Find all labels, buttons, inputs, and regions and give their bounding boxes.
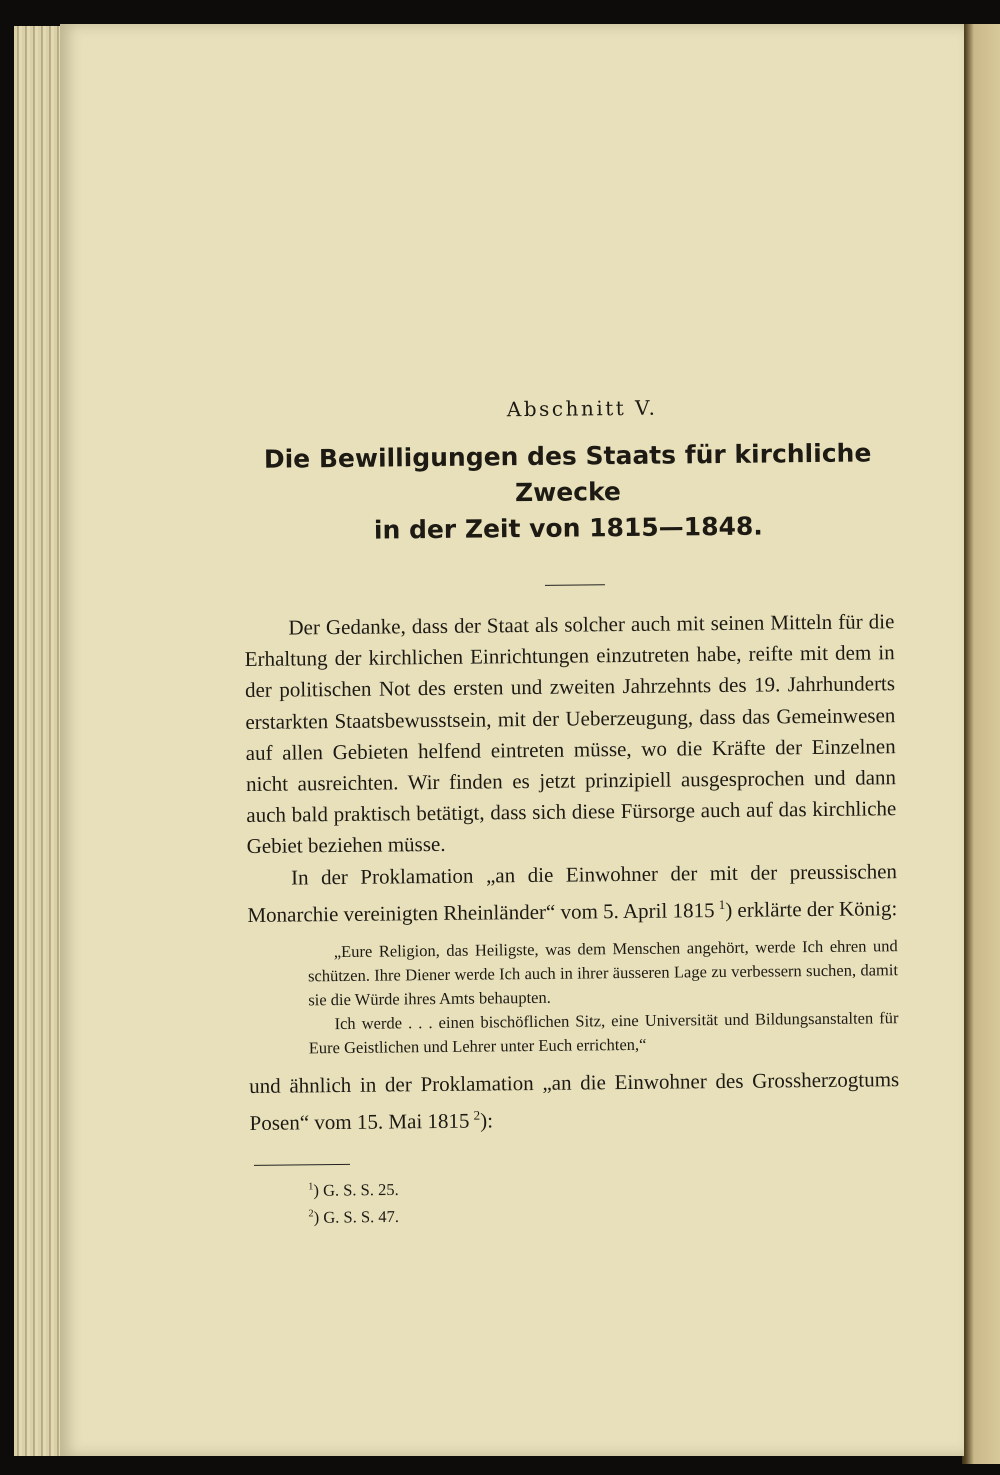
page-content <box>242 393 901 1229</box>
quote-paragraph-1: „Eure Religion, das Heiligste, was dem Menschen angehört, werde Ich ehren und schützen. Ihre Diener werde Ich auch in ihrer äusseren Lage zu verbessern suchen, damit sie die Würde ihres Amts behaupten. <box>307 936 899 1010</box>
footnote-mark-1: 1 <box>308 1181 314 1193</box>
paragraph-3 <box>249 1064 900 1139</box>
title-divider <box>545 584 605 586</box>
paragraph-1: Der Gedanke, dass der Staat als solcher auch mit seinen Mitteln für die Erhaltung der kirchlichen Einrichtungen einzutreten habe, reifte mit dem in der politischen Not des ersten und zweiten Jahrzehnts des 19. Jahrhunderts erstarkten Staatsbewusstsein, mit der Ueberzeugung, dass das Gemeinwesen auf allen Gebieten helfend eintreten müsse, wo die Kräfte der Einzelnen nicht ausreichten. Wir finden es jetzt prinzipiell ausgesprochen und dann auch bald praktisch betätigt, dass sich diese Fürsorge auch auf das kirchliche Gebiet beziehen müsse. <box>244 609 897 859</box>
title-line-1: Die Bewilligungen des Staats für kirchliche Zwecke <box>263 438 872 508</box>
title-line-2: in der Zeit von 1815—1848. <box>373 511 763 545</box>
chapter-title <box>242 435 893 550</box>
paragraph-3-tail: ): <box>480 1108 494 1133</box>
footnote-divider <box>254 1164 350 1166</box>
block-quote <box>308 934 899 1060</box>
footnote-text-1: ) G. S. S. 25. <box>313 1180 399 1201</box>
footnote-ref-1: 1 <box>718 896 726 912</box>
paragraph-2 <box>247 856 898 931</box>
paragraph-2-tail: ) erklärte der König: <box>725 895 898 922</box>
footnote-ref-2: 2 <box>473 1107 481 1123</box>
footnotes <box>250 1170 901 1230</box>
paragraph-2-text: In der Proklamation „an die Einwohner der mit der preussischen Monarchie vereinigten Rheinländer“ vom 5. April 1815 <box>247 858 898 927</box>
footnote-mark-2: 2 <box>308 1208 314 1220</box>
quote-paragraph-2: Ich werde . . . einen bischöflichen Sitz, eine Universität und Bildungsanstalten für Eure Geistlichen und Lehrer unter Euch errichten,“ <box>308 1008 899 1058</box>
paragraph-3-text: und ähnlich in der Proklamation „an die Einwohner des Grossherzogtums Posen“ vom 15. Mai 1815 <box>249 1067 900 1136</box>
adjacent-page-edge <box>962 24 1000 1464</box>
footnote-text-2: ) G. S. S. 47. <box>313 1206 400 1227</box>
section-label: Abschnitt V. <box>506 395 658 422</box>
